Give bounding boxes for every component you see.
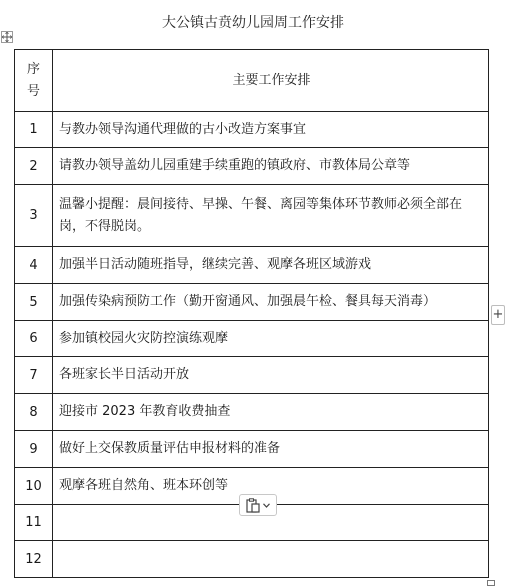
document-title: 大公镇古贲幼儿园周工作安排 (162, 15, 344, 31)
row-number: 3 (15, 185, 53, 247)
row-content[interactable]: 参加镇校园火灾防控演练观摩 (53, 321, 489, 357)
table-row (15, 541, 489, 578)
table-row (15, 431, 489, 468)
table-row (15, 247, 489, 284)
row-content[interactable]: 温馨小提醒：晨间接待、早操、午餐、离园等集体环节教师必须全部在岗，不得脱岗。 (53, 185, 489, 247)
row-content[interactable]: 加强半日活动随班指导，继续完善、观摩各班区域游戏 (53, 247, 489, 284)
plus-icon: + (492, 307, 504, 322)
table-header-row (15, 50, 489, 112)
row-number: 9 (15, 431, 53, 468)
table-row (15, 394, 489, 431)
table-row (15, 185, 489, 247)
row-content[interactable]: 做好上交保教质量评估申报材料的准备 (53, 431, 489, 468)
row-content[interactable]: 加强传染病预防工作（勤开窗通风、加强晨午检、餐具每天消毒） (53, 284, 489, 321)
header-number: 序号 (15, 50, 53, 112)
table-row (15, 112, 489, 148)
table-row (15, 357, 489, 394)
clipboard-icon (246, 498, 260, 513)
row-number: 10 (15, 468, 53, 505)
row-number: 5 (15, 284, 53, 321)
chevron-down-icon (263, 503, 270, 508)
insert-column-button[interactable] (491, 305, 505, 325)
row-number: 1 (15, 112, 53, 148)
table-row (15, 148, 489, 185)
row-number: 11 (15, 505, 53, 541)
row-content[interactable]: 观摩各班自然角、班本环创等 (53, 468, 489, 505)
move-cross-icon (2, 32, 12, 42)
row-number: 2 (15, 148, 53, 185)
row-content[interactable]: 各班家长半日活动开放 (53, 357, 489, 394)
row-content[interactable]: 迎接市 2023 年教育收费抽查 (53, 394, 489, 431)
table-move-handle[interactable] (1, 31, 13, 43)
paste-options-button[interactable] (239, 494, 277, 516)
row-content[interactable] (53, 541, 489, 578)
header-content: 主要工作安排 (53, 50, 489, 112)
row-number: 8 (15, 394, 53, 431)
row-number: 4 (15, 247, 53, 284)
row-content[interactable]: 与教办领导沟通代理做的古小改造方案事宜 (53, 112, 489, 148)
row-number: 6 (15, 321, 53, 357)
table-row (15, 284, 489, 321)
table-resize-handle[interactable] (487, 580, 495, 586)
row-content[interactable]: 请教办领导盖幼儿园重建手续重跑的镇政府、市教体局公章等 (53, 148, 489, 185)
row-number: 12 (15, 541, 53, 578)
table-row (15, 321, 489, 357)
row-number: 7 (15, 357, 53, 394)
